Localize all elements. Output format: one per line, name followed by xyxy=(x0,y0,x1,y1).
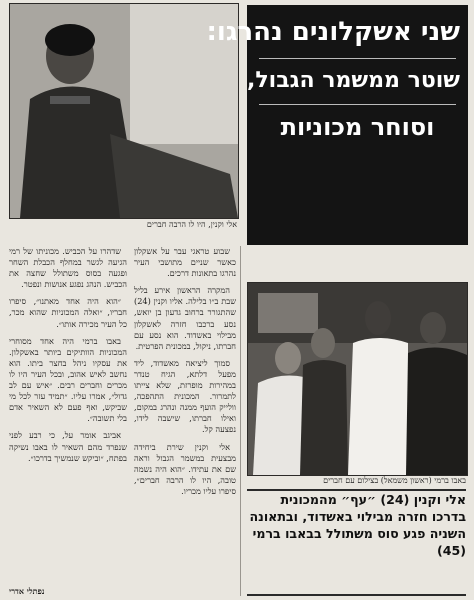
headline-divider-2 xyxy=(259,104,456,105)
group-photo xyxy=(247,282,468,476)
article-column-left xyxy=(9,246,127,592)
paragraph: סמוך ליציאה מאשדוד, ליד מפעל דלתא, הגיח טנדר במהירות מופרזת, שלא צייתו לתמרור. המכונית התהפכה, וולייק הועף ממנה ונהרג במקום, ואילו חברתו, שישבה לידו, נפצעה קל. xyxy=(134,357,236,435)
author-byline: נפתלי אדרי xyxy=(9,586,45,596)
headline-divider xyxy=(259,58,456,59)
subheadline-bottom-rule xyxy=(247,594,466,596)
paragraph: ״הוא היה אחד מאתנו״, סיפרו חבריו, ״ואלה המכוניות שהוא מכר, כל העיר מכירה אותו״. xyxy=(9,296,127,329)
soldier-photo-caption: אלי וקנין, היו לו הרבה חברים xyxy=(146,220,237,229)
paragraph: אביגב אומר על, כי רבע לפני שנפרד מהם השאיר לו באבו נשיקה בפתח, ״וביקש שנמשיך בדרכו״. xyxy=(9,430,127,463)
paragraph: באבו ברמי היה אחד מסוחרי המכוניות הוותיקים ביותר באשקלון. את עסקיו ניהל בחצר ביתו. הוא נחשב לאיש אהוב, ובכל העיר היו לו מכרים וחברים רבים. ״איש עם לב גדול״, אמרו עליו. ״תמיד עזר לכל מי שביקש, ואף פעם לא השאיר אדם בלי תשובה״. xyxy=(9,335,127,424)
paragraph: שדהרו על הכביש. מכוניתו של רמי הגיעה לגשר במחלף הכבלת השחר ופגעה בסוס משתולל שחצה את הכביש. הנהג נפגע אנושות ונפטר. xyxy=(9,246,127,290)
headline-line-1: שני אשקלונים נהרגו: xyxy=(206,17,460,47)
paragraph: המקרה הראשון אירע בליל שבת ב״ו בלילה. אליו וקנין (24) שהתגורר ברחוב גדעון בן יואש, נסע ברכבו חזרה לאשקלון מבילוי באשדוד. הוא נסע עם חברתו, ניקול, במכונית הפרטית. xyxy=(134,285,236,351)
group-photo-caption: באבו ברמי (ראשון משמאל) בצילום עם חברים xyxy=(323,476,466,485)
headline-line-2: שוטר ממשמר הגבול, xyxy=(246,68,460,94)
headline-line-3: וסוחר מכוניות xyxy=(280,113,435,142)
headline-box xyxy=(206,5,468,245)
sub-headline: אלי וקנין (24) ״עף״ מהמכונית בדרכו חזרה מבילוי באשדוד, ובתאונה השניה פגע סוס משתולל בבאבו ברמי (45) xyxy=(249,492,466,558)
paragraph: אלי וקנין שירת ביחידה מבצעית במשמר הגבול וראה שם את עתידו. ״הוא היה נשמה טובה, היו לו הרבה חברים״, סיפרו עליו מכריו. xyxy=(134,441,236,496)
paragraph: שבוע טראגי עבר על אשקלון כאשר שניים מתושבי העיר נהרגו בתאונות דרכים. xyxy=(134,246,236,279)
soldier-portrait-image xyxy=(10,4,238,218)
article-column-middle xyxy=(134,246,236,598)
group-portrait-image xyxy=(248,283,467,475)
soldier-photo xyxy=(9,3,239,219)
column-divider xyxy=(240,246,241,596)
